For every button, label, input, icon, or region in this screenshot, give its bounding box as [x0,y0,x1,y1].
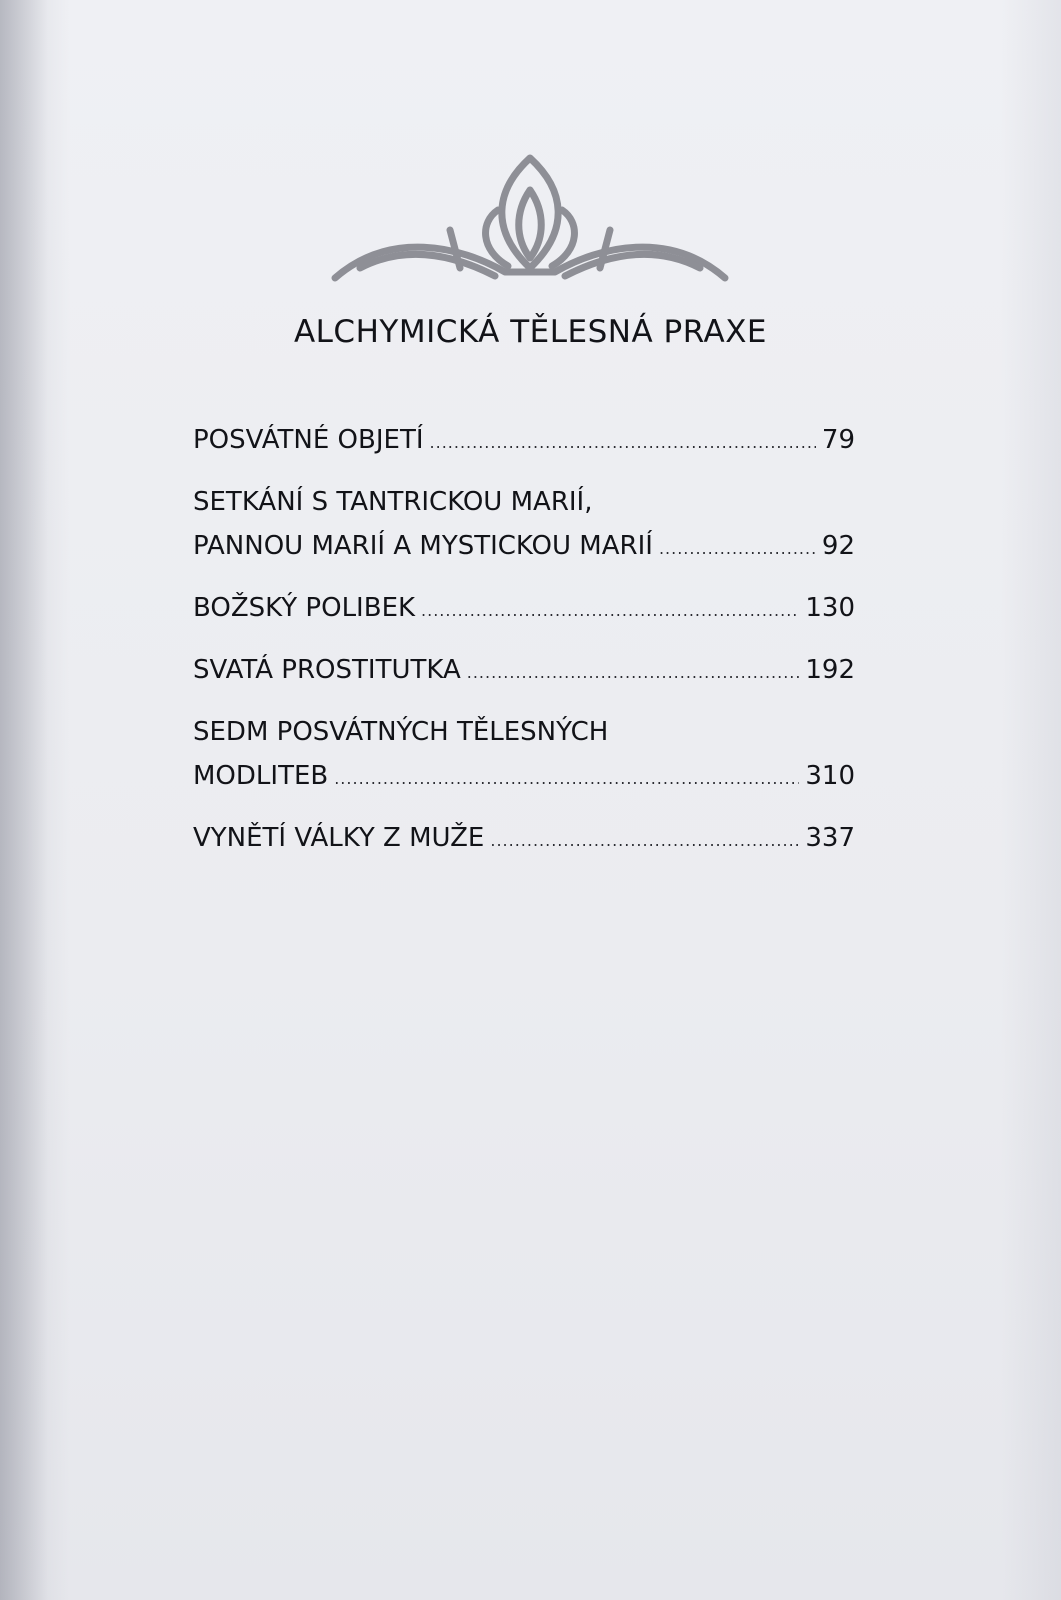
leader-dots [490,819,799,863]
section-title: ALCHYMICKÁ TĚLESNÁ PRAXE [293,314,768,350]
toc-entry-title: SVATÁ PROSTITUTKA [193,655,461,685]
leader-dots [659,527,816,571]
toc-entry-title: SETKÁNÍ S TANTRICKOU MARIÍ, [193,487,593,517]
leader-dots [334,757,799,801]
toc-entry-title: POSVÁTNÉ OBJETÍ [193,425,424,455]
lotus-icon [330,150,730,290]
toc-entry-title: SEDM POSVÁTNÝCH TĚLESNÝCH [193,717,609,747]
toc-entry-page: 192 [805,655,855,685]
toc-entry[interactable] [193,816,855,860]
leader-dots [467,651,800,695]
toc-entry[interactable] [193,418,855,462]
toc-entry-page: 130 [805,593,855,623]
leader-dots [430,421,816,465]
toc-entry[interactable] [193,648,855,692]
toc-entry-page: 310 [805,761,855,791]
spine-shadow [0,0,48,1600]
toc-entry-title-cont: PANNOU MARIÍ A MYSTICKOU MARIÍ [193,531,653,561]
toc-entry-title: BOŽSKÝ POLIBEK [193,593,416,623]
toc-entry-page: 92 [821,531,855,561]
table-of-contents [193,418,855,878]
toc-entry[interactable] [193,480,855,568]
toc-entry-page: 337 [805,823,855,853]
toc-entry[interactable] [193,586,855,630]
toc-entry-page: 79 [821,425,855,455]
leader-dots [421,589,799,633]
toc-entry[interactable] [193,710,855,798]
toc-entry-title: VYNĚTÍ VÁLKY Z MUŽE [193,823,485,853]
toc-entry-title-cont: MODLITEB [193,761,329,791]
